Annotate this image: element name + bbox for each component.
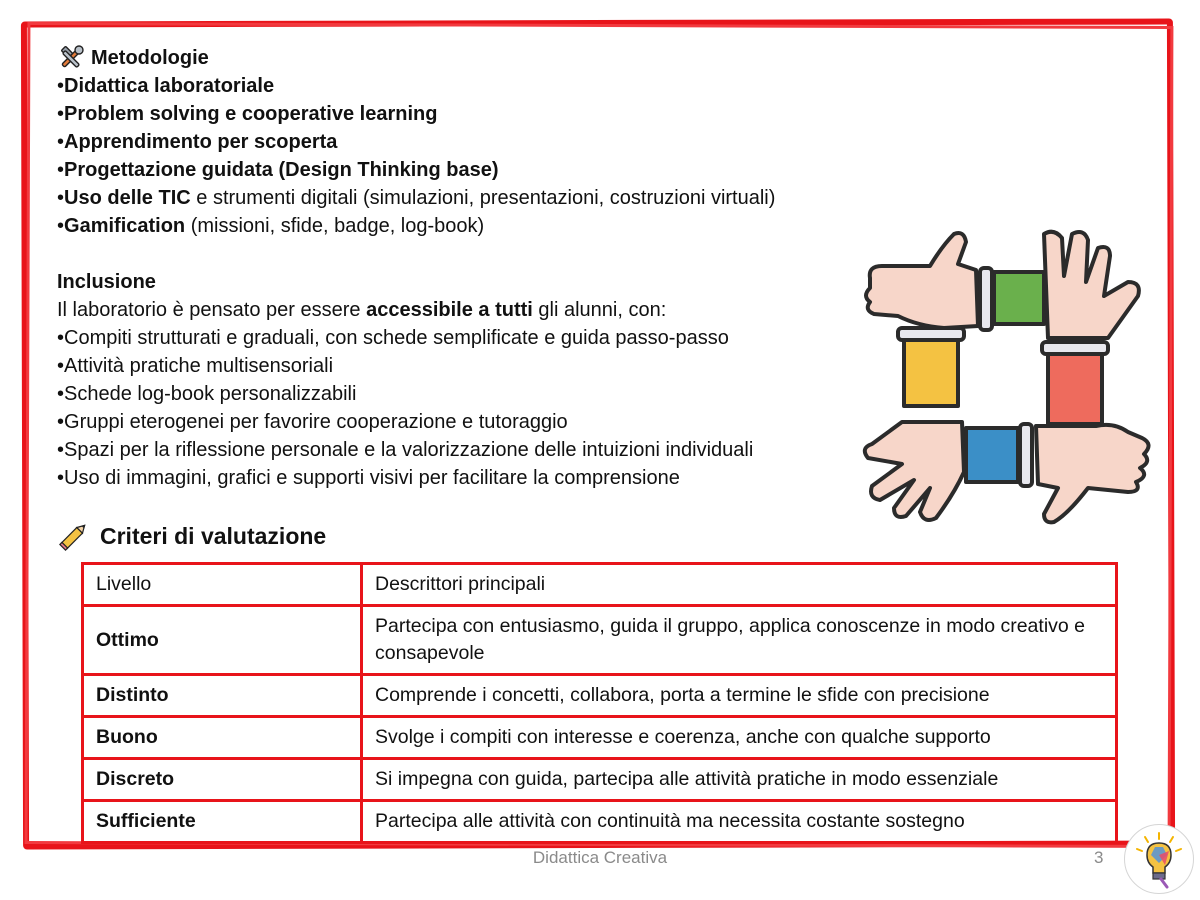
table-row — [83, 801, 1117, 843]
table-row — [83, 606, 1117, 675]
pencil-ruler-icon — [58, 520, 90, 552]
column-header: Descrittori principali — [362, 564, 1117, 606]
criteri-table — [81, 562, 1118, 844]
metodologie-item: •Problem solving e cooperative learning — [57, 103, 438, 125]
table-header-row — [83, 564, 1117, 606]
sleeve-red — [1048, 352, 1102, 424]
inclusione-item: •Uso di immagini, grafici e supporti visivi per facilitare la comprensione — [57, 467, 680, 489]
metodologie-item: •Gamification (missioni, sfide, badge, log-book) — [57, 215, 485, 237]
descriptor-cell: Partecipa con entusiasmo, guida il gruppo, applica conoscenze in modo creativo e consapevole — [362, 606, 1117, 675]
inclusione-item: •Schede log-book personalizzabili — [57, 383, 357, 405]
lightbulb-logo-icon — [1124, 824, 1194, 894]
joined-hands-icon — [858, 226, 1154, 530]
descriptor-cell: Comprende i concetti, collabora, porta a termine le sfide con precisione — [362, 675, 1117, 717]
hammer-wrench-icon — [57, 44, 85, 72]
descriptor-cell: Partecipa alle attività con continuità ma necessita costante sostegno — [362, 801, 1117, 843]
metodologie-heading — [57, 44, 877, 72]
inclusione-item: •Attività pratiche multisensoriali — [57, 355, 334, 377]
metodologie-item: •Didattica laboratoriale — [57, 75, 275, 97]
inclusione-item: •Spazi per la riflessione personale e la valorizzazione delle intuizioni individuali — [57, 439, 754, 461]
table-row — [83, 717, 1117, 759]
sleeve-yellow — [904, 336, 958, 406]
main-content — [57, 44, 877, 492]
page-number: 3 — [1094, 848, 1104, 867]
sleeve-blue — [966, 428, 1018, 482]
inclusione-title: Inclusione — [57, 271, 156, 293]
metodologie-item: •Progettazione guidata (Design Thinking base) — [57, 159, 499, 181]
level-cell: Discreto — [83, 759, 362, 801]
metodologie-title: Metodologie — [91, 47, 209, 69]
footer-text: Didattica Creativa — [532, 848, 668, 867]
table-row — [83, 675, 1117, 717]
criteri-title: Criteri di valutazione — [100, 522, 327, 549]
table-row — [83, 759, 1117, 801]
sleeve-green — [994, 272, 1044, 324]
criteri-heading — [58, 520, 326, 552]
level-cell: Buono — [83, 717, 362, 759]
level-cell: Ottimo — [83, 606, 362, 675]
metodologie-item: •Uso delle TIC e strumenti digitali (simulazioni, presentazioni, costruzioni virtuali) — [57, 187, 776, 209]
descriptor-cell: Svolge i compiti con interesse e coerenza, anche con qualche supporto — [362, 717, 1117, 759]
inclusione-item: •Gruppi eterogenei per favorire cooperazione e tutoraggio — [57, 411, 568, 433]
inclusione-item: •Compiti strutturati e graduali, con schede semplificate e guida passo-passo — [57, 327, 729, 349]
descriptor-cell: Si impegna con guida, partecipa alle attività pratiche in modo essenziale — [362, 759, 1117, 801]
column-header: Livello — [83, 564, 362, 606]
level-cell: Sufficiente — [83, 801, 362, 843]
inclusione-intro: Il laboratorio è pensato per essere accessibile a tutti gli alunni, con: — [57, 299, 667, 321]
metodologie-item: •Apprendimento per scoperta — [57, 131, 338, 153]
level-cell: Distinto — [83, 675, 362, 717]
